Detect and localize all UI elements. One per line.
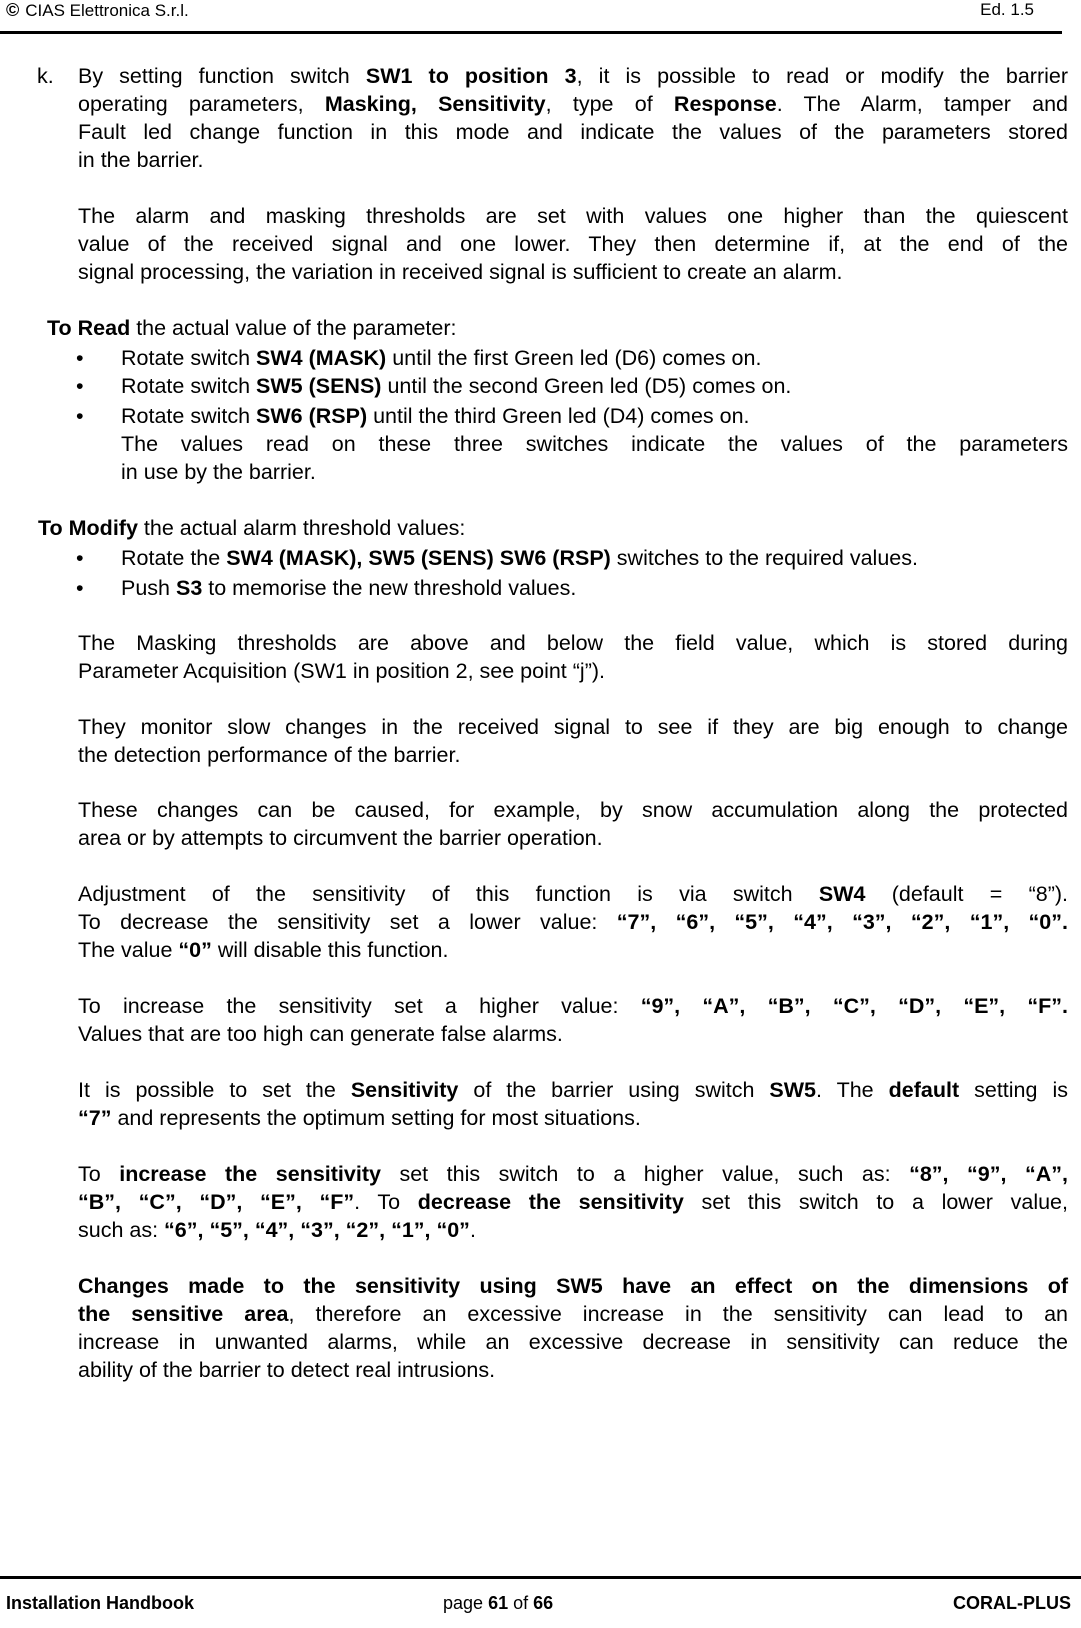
- bold-run: increase the sensitivity: [119, 1162, 381, 1186]
- text-run: . To: [354, 1190, 418, 1214]
- text-line: [78, 1160, 1068, 1188]
- text-line: [78, 62, 1068, 90]
- bold-run: SW5: [769, 1078, 817, 1102]
- bold-run: SW4 (MASK), SW5 (SENS) SW6 (RSP): [226, 546, 611, 570]
- text-line: [78, 992, 1068, 1020]
- list-item: [121, 574, 1068, 602]
- text-run: such as:: [78, 1218, 165, 1242]
- bold-run: S3: [175, 576, 203, 600]
- list-item: [121, 344, 1068, 372]
- text-run: operating parameters,: [78, 92, 325, 116]
- list-item: [121, 402, 1068, 430]
- text-run: Rotate switch: [121, 374, 257, 398]
- text-line: signal processing, the variation in received signal is sufficient to create an alarm.: [78, 260, 843, 284]
- paragraph-masking-5: [78, 992, 1068, 1048]
- text-run: , it is possible to read or modify the barrier: [576, 64, 1069, 88]
- text-line: area or by attempts to circumvent the barrier operation.: [78, 826, 603, 850]
- text-run: the actual value of the parameter:: [130, 316, 457, 340]
- bullet-icon: •: [76, 374, 84, 398]
- bold-run: Sensitivity: [350, 1078, 459, 1102]
- bold-run: SW4 (MASK): [256, 346, 387, 370]
- bold-run: “7”, “6”, “5”, “4”, “3”, “2”, “1”, “0”.: [616, 910, 1068, 934]
- text-run: the actual alarm threshold values:: [137, 516, 466, 540]
- text-line: Fault led change function in this mode and indicate the values of the parameters stored: [78, 120, 1068, 144]
- text-line: ability of the barrier to detect real intrusions.: [78, 1358, 496, 1382]
- text-run: until the first Green led (D6) comes on.: [386, 346, 762, 370]
- text-run: . The: [816, 1078, 889, 1102]
- paragraph-masking-1: [78, 629, 1068, 685]
- bold-run: “7”: [78, 1106, 112, 1130]
- paragraph-sensitivity-1: [78, 1076, 1068, 1132]
- bold-run: SW5 (SENS): [256, 374, 382, 398]
- text-run: .: [469, 1218, 476, 1242]
- bold-run: default: [888, 1078, 960, 1102]
- text-line: [78, 90, 1068, 118]
- text-run: It is possible to set the: [78, 1078, 351, 1102]
- text-run: Rotate switch: [121, 346, 257, 370]
- to-modify-heading: [38, 514, 465, 542]
- text-line: in use by the barrier.: [121, 460, 316, 484]
- text-run: of: [513, 1593, 529, 1613]
- text-line: the detection performance of the barrier.: [78, 743, 461, 767]
- text-run: set this switch to a lower value,: [683, 1190, 1068, 1214]
- text-line: value of the received signal and one lower. They then determine if, at the end of the: [78, 232, 1068, 256]
- text-line: [78, 1216, 1068, 1244]
- text-line: [78, 1076, 1068, 1104]
- text-run: To decrease the sensitivity set a lower value:: [78, 910, 617, 934]
- page-number: [443, 1593, 553, 1614]
- total-pages: 66: [533, 1593, 554, 1613]
- text-line: [78, 1272, 1068, 1300]
- text-run: Push: [121, 576, 176, 600]
- current-page: 61: [488, 1593, 509, 1613]
- text-run: until the second Green led (D5) comes on.: [381, 374, 792, 398]
- text-run: By setting function switch: [78, 64, 366, 88]
- bold-run: the sensitive area: [78, 1302, 289, 1326]
- bullet-icon: •: [76, 404, 84, 428]
- text-line: in the barrier.: [78, 148, 204, 172]
- text-run: . The Alarm, tamper and: [776, 92, 1069, 116]
- text-run: To: [78, 1162, 120, 1186]
- text-run: and represents the optimum setting for most situations.: [111, 1106, 641, 1130]
- bold-run: To Modify: [38, 516, 138, 540]
- page-footer: [0, 1576, 1081, 1628]
- bold-run: To Read: [47, 316, 131, 340]
- to-read-heading: [47, 314, 457, 342]
- text-line: [78, 936, 1068, 964]
- text-line: [78, 1104, 1068, 1132]
- bold-run: “B”, “C”, “D”, “E”, “F”: [78, 1190, 355, 1214]
- bold-run: “9”, “A”, “B”, “C”, “D”, “E”, “F”.: [640, 994, 1068, 1018]
- edition-label: Ed. 1.5: [980, 0, 1034, 19]
- to-read-note: [121, 430, 1068, 486]
- paragraph-sensitivity-2: [78, 1160, 1068, 1244]
- text-run: , therefore an excessive increase in the sensitivity can lead to an: [288, 1302, 1068, 1326]
- footer-handbook-title: Installation Handbook: [6, 1593, 195, 1613]
- list-item: [121, 544, 1068, 572]
- paragraph-masking-4: [78, 880, 1068, 964]
- text-run: set this switch to a higher value, such as:: [380, 1162, 910, 1186]
- text-line: The alarm and masking thresholds are set with values one higher than the quiescent: [78, 204, 1068, 228]
- list-item: [121, 372, 1068, 400]
- text-run: setting is: [959, 1078, 1068, 1102]
- text-line: [78, 1300, 1068, 1328]
- bold-run: SW1 to position 3: [365, 64, 577, 88]
- bold-run: decrease the sensitivity: [417, 1190, 684, 1214]
- bold-run: “0”: [178, 938, 212, 962]
- text-line: [78, 1188, 1068, 1216]
- text-line: The Masking thresholds are above and below the field value, which is stored during: [78, 631, 1068, 655]
- bold-run: “6”, “5”, “4”, “3”, “2”, “1”, “0”: [164, 1218, 470, 1242]
- text-run: will disable this function.: [211, 938, 449, 962]
- text-line: The values read on these three switches indicate the values of the parameters: [121, 432, 1068, 456]
- copyright-icon: ©: [6, 0, 20, 20]
- text-run: Rotate the: [121, 546, 227, 570]
- text-run: to memorise the new threshold values.: [202, 576, 577, 600]
- text-line: They monitor slow changes in the received signal to see if they are big enough to change: [78, 715, 1068, 739]
- text-run: , type of: [545, 92, 674, 116]
- text-run: page: [443, 1593, 484, 1613]
- paragraph-sensitivity-3: [78, 1272, 1068, 1384]
- bold-run: Changes made to the sensitivity using SW5 have an effect on the dimensions of: [78, 1274, 1068, 1298]
- text-run: The value: [78, 938, 179, 962]
- text-run: Adjustment of the sensitivity of this function is via switch: [78, 882, 819, 906]
- bullet-icon: •: [76, 576, 84, 600]
- bold-run: Masking, Sensitivity: [324, 92, 546, 116]
- text-line: Parameter Acquisition (SW1 in position 2, see point “j”).: [78, 659, 605, 683]
- text-line: These changes can be caused, for example, by snow accumulation along the protected: [78, 798, 1068, 822]
- paragraph-k-intro: [78, 62, 1068, 174]
- bold-run: SW6 (RSP): [256, 404, 368, 428]
- bullet-icon: •: [76, 346, 84, 370]
- text-line: [78, 880, 1068, 908]
- paragraph-masking-3: [78, 796, 1068, 852]
- text-run: until the third Green led (D4) comes on.: [367, 404, 750, 428]
- text-run: (default = “8”).: [865, 882, 1068, 906]
- paragraph-thresholds: [78, 202, 1068, 286]
- text-line: [78, 908, 1068, 936]
- bold-run: “8”, “9”, “A”,: [909, 1162, 1068, 1186]
- text-line: increase in unwanted alarms, while an excessive decrease in sensitivity can reduce the: [78, 1330, 1068, 1354]
- text-run: of the barrier using switch: [458, 1078, 770, 1102]
- bullet-icon: •: [76, 546, 84, 570]
- bold-run: SW4: [818, 882, 866, 906]
- text-run: Rotate switch: [121, 404, 257, 428]
- text-run: switches to the required values.: [610, 546, 918, 570]
- bold-run: Response: [673, 92, 777, 116]
- list-marker-k: k.: [37, 64, 54, 88]
- company-name: CIAS Elettronica S.r.l.: [25, 1, 189, 20]
- footer-product-name: CORAL-PLUS: [953, 1593, 1071, 1613]
- text-line: Values that are too high can generate false alarms.: [78, 1022, 563, 1046]
- paragraph-masking-2: [78, 713, 1068, 769]
- text-run: To increase the sensitivity set a higher value:: [78, 994, 641, 1018]
